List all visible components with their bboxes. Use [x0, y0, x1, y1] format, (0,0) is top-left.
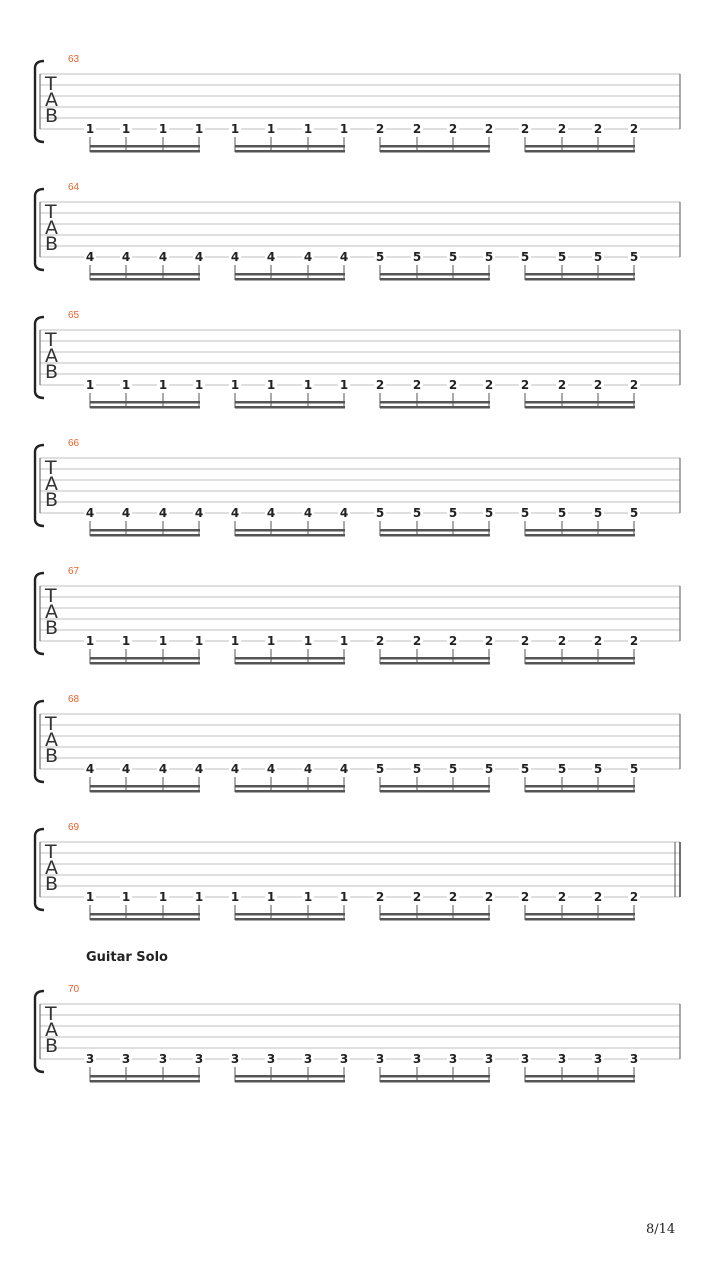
tab-clef-letter: B — [45, 1035, 59, 1057]
fret-number: 2 — [484, 378, 494, 392]
fret-number: 2 — [629, 634, 639, 648]
fret-number: 1 — [85, 122, 95, 136]
fret-number: 1 — [194, 890, 204, 904]
fret-number: 2 — [375, 634, 385, 648]
fret-number: 1 — [230, 890, 240, 904]
beam — [90, 150, 200, 153]
fret-number: 2 — [375, 890, 385, 904]
beam — [380, 278, 490, 281]
beam — [380, 657, 490, 660]
beam — [525, 401, 635, 404]
fret-number: 1 — [303, 378, 313, 392]
beam — [235, 657, 345, 660]
beam — [90, 1080, 200, 1083]
fret-number: 2 — [593, 122, 603, 136]
fret-number: 5 — [375, 762, 385, 776]
fret-number: 3 — [593, 1052, 603, 1066]
measure-number: 63 — [68, 54, 80, 65]
fret-number: 1 — [230, 122, 240, 136]
fret-number: 4 — [339, 762, 349, 776]
fret-number: 4 — [121, 250, 131, 264]
beam — [525, 145, 635, 148]
fret-number: 3 — [194, 1052, 204, 1066]
beam — [235, 1075, 345, 1078]
beam — [380, 145, 490, 148]
fret-number: 4 — [303, 762, 313, 776]
fret-number: 5 — [484, 250, 494, 264]
fret-number: 4 — [158, 250, 168, 264]
fret-number: 1 — [266, 378, 276, 392]
measure-number: 70 — [68, 984, 80, 995]
fret-number: 1 — [194, 378, 204, 392]
beam — [90, 529, 200, 532]
fret-number: 1 — [230, 634, 240, 648]
fret-number: 3 — [557, 1052, 567, 1066]
fret-number: 4 — [85, 762, 95, 776]
beam — [235, 150, 345, 153]
beam — [90, 918, 200, 921]
tab-clef-letter: T — [45, 201, 57, 223]
tab-clef-letter: A — [45, 473, 58, 495]
beam — [380, 918, 490, 921]
fret-number: 3 — [629, 1052, 639, 1066]
beam — [525, 918, 635, 921]
tab-clef-letter: T — [45, 713, 57, 735]
fret-number: 5 — [375, 250, 385, 264]
measure-number: 66 — [68, 438, 80, 449]
fret-number: 5 — [484, 506, 494, 520]
fret-number: 1 — [121, 122, 131, 136]
fret-number: 5 — [448, 762, 458, 776]
beam — [235, 529, 345, 532]
beam — [235, 790, 345, 793]
beam — [380, 1080, 490, 1083]
beam — [90, 1075, 200, 1078]
beam — [235, 913, 345, 916]
fret-number: 1 — [85, 634, 95, 648]
beam — [235, 785, 345, 788]
fret-number: 2 — [593, 378, 603, 392]
fret-number: 4 — [194, 762, 204, 776]
beam — [525, 1080, 635, 1083]
fret-number: 4 — [85, 506, 95, 520]
fret-number: 2 — [375, 378, 385, 392]
beam — [525, 273, 635, 276]
fret-number: 1 — [158, 122, 168, 136]
beam — [235, 662, 345, 665]
fret-number: 2 — [557, 634, 567, 648]
fret-number: 1 — [194, 634, 204, 648]
fret-number: 4 — [266, 250, 276, 264]
tab-clef-letter: B — [45, 617, 59, 639]
tab-clef-letter: T — [45, 457, 57, 479]
beam — [380, 913, 490, 916]
tab-clef-letter: A — [45, 345, 58, 367]
beam — [90, 406, 200, 409]
fret-number: 1 — [158, 890, 168, 904]
fret-number: 1 — [121, 890, 131, 904]
page-number: 8/14 — [646, 1222, 676, 1237]
beam — [90, 790, 200, 793]
fret-number: 1 — [121, 634, 131, 648]
tab-clef-letter: A — [45, 217, 58, 239]
fret-number: 2 — [412, 634, 422, 648]
fret-number: 5 — [557, 762, 567, 776]
beam — [235, 278, 345, 281]
fret-number: 4 — [194, 250, 204, 264]
fret-number: 3 — [158, 1052, 168, 1066]
beam — [90, 273, 200, 276]
beam — [525, 790, 635, 793]
beam — [235, 401, 345, 404]
tab-clef-letter: T — [45, 585, 57, 607]
measure-number: 65 — [68, 310, 80, 321]
fret-number: 3 — [121, 1052, 131, 1066]
fret-number: 2 — [448, 378, 458, 392]
tab-clef-letter: B — [45, 489, 59, 511]
fret-number: 5 — [412, 250, 422, 264]
fret-number: 1 — [85, 378, 95, 392]
fret-number: 2 — [412, 122, 422, 136]
fret-number: 3 — [85, 1052, 95, 1066]
tab-clef-letter: B — [45, 105, 59, 127]
fret-number: 1 — [339, 122, 349, 136]
fret-number: 5 — [520, 762, 530, 776]
beam — [525, 534, 635, 537]
beam — [525, 657, 635, 660]
beam — [380, 401, 490, 404]
fret-number: 1 — [158, 378, 168, 392]
fret-number: 1 — [266, 890, 276, 904]
fret-number: 5 — [448, 506, 458, 520]
fret-number: 4 — [230, 250, 240, 264]
fret-number: 3 — [230, 1052, 240, 1066]
fret-number: 1 — [339, 378, 349, 392]
fret-number: 5 — [629, 762, 639, 776]
fret-number: 3 — [339, 1052, 349, 1066]
fret-number: 2 — [375, 122, 385, 136]
beam — [525, 785, 635, 788]
fret-number: 1 — [158, 634, 168, 648]
beam — [235, 145, 345, 148]
beam — [525, 913, 635, 916]
fret-number: 5 — [412, 506, 422, 520]
fret-number: 2 — [412, 890, 422, 904]
fret-number: 5 — [448, 250, 458, 264]
beam — [90, 657, 200, 660]
beam — [380, 273, 490, 276]
fret-number: 2 — [593, 890, 603, 904]
tab-clef-letter: T — [45, 841, 57, 863]
fret-number: 2 — [520, 890, 530, 904]
fret-number: 4 — [266, 762, 276, 776]
fret-number: 1 — [230, 378, 240, 392]
fret-number: 2 — [412, 378, 422, 392]
fret-number: 2 — [484, 890, 494, 904]
fret-number: 1 — [85, 890, 95, 904]
fret-number: 5 — [629, 506, 639, 520]
beam — [380, 150, 490, 153]
fret-number: 3 — [266, 1052, 276, 1066]
fret-number: 1 — [303, 122, 313, 136]
fret-number: 5 — [557, 250, 567, 264]
fret-number: 3 — [448, 1052, 458, 1066]
fret-number: 1 — [339, 634, 349, 648]
measure-number: 64 — [68, 182, 80, 193]
tab-clef-letter: T — [45, 1003, 57, 1025]
beam — [525, 1075, 635, 1078]
tab-clef-letter: T — [45, 73, 57, 95]
beam — [90, 662, 200, 665]
fret-number: 3 — [303, 1052, 313, 1066]
fret-number: 4 — [339, 250, 349, 264]
fret-number: 4 — [303, 506, 313, 520]
fret-number: 5 — [412, 762, 422, 776]
fret-number: 2 — [484, 122, 494, 136]
fret-number: 2 — [593, 634, 603, 648]
beam — [235, 918, 345, 921]
fret-number: 2 — [448, 122, 458, 136]
fret-number: 4 — [158, 506, 168, 520]
beam — [235, 273, 345, 276]
fret-number: 4 — [303, 250, 313, 264]
fret-number: 1 — [266, 122, 276, 136]
fret-number: 1 — [339, 890, 349, 904]
fret-number: 5 — [557, 506, 567, 520]
tab-clef-letter: B — [45, 873, 59, 895]
fret-number: 3 — [375, 1052, 385, 1066]
beam — [380, 1075, 490, 1078]
tab-clef-letter: B — [45, 745, 59, 767]
fret-number: 4 — [230, 762, 240, 776]
fret-number: 5 — [520, 250, 530, 264]
fret-number: 2 — [629, 122, 639, 136]
beam — [90, 913, 200, 916]
fret-number: 4 — [194, 506, 204, 520]
measure-number: 69 — [68, 822, 80, 833]
beam — [380, 529, 490, 532]
beam — [235, 1080, 345, 1083]
fret-number: 3 — [412, 1052, 422, 1066]
beam — [525, 150, 635, 153]
fret-number: 4 — [121, 506, 131, 520]
fret-number: 5 — [593, 506, 603, 520]
beam — [90, 145, 200, 148]
beam — [525, 662, 635, 665]
section-label: Guitar Solo — [86, 950, 168, 965]
fret-number: 2 — [629, 378, 639, 392]
measure-number: 67 — [68, 566, 80, 577]
measure-number: 68 — [68, 694, 80, 705]
beam — [525, 529, 635, 532]
beam — [90, 785, 200, 788]
fret-number: 2 — [484, 634, 494, 648]
fret-number: 5 — [593, 762, 603, 776]
tab-clef-letter: A — [45, 89, 58, 111]
fret-number: 4 — [266, 506, 276, 520]
fret-number: 2 — [520, 122, 530, 136]
tab-clef-letter: A — [45, 601, 58, 623]
tab-clef-letter: B — [45, 233, 59, 255]
beam — [525, 278, 635, 281]
fret-number: 2 — [520, 378, 530, 392]
fret-number: 5 — [629, 250, 639, 264]
fret-number: 4 — [339, 506, 349, 520]
beam — [235, 534, 345, 537]
fret-number: 2 — [448, 634, 458, 648]
tab-clef-letter: A — [45, 857, 58, 879]
beam — [90, 278, 200, 281]
fret-number: 2 — [448, 890, 458, 904]
fret-number: 4 — [85, 250, 95, 264]
fret-number: 5 — [520, 506, 530, 520]
fret-number: 4 — [121, 762, 131, 776]
fret-number: 1 — [266, 634, 276, 648]
tab-clef-letter: T — [45, 329, 57, 351]
fret-number: 5 — [593, 250, 603, 264]
beam — [380, 662, 490, 665]
beam — [525, 406, 635, 409]
beam — [380, 790, 490, 793]
beam — [90, 401, 200, 404]
beam — [380, 534, 490, 537]
tab-clef-letter: A — [45, 729, 58, 751]
fret-number: 3 — [520, 1052, 530, 1066]
fret-number: 2 — [557, 122, 567, 136]
fret-number: 5 — [375, 506, 385, 520]
fret-number: 2 — [557, 378, 567, 392]
fret-number: 1 — [194, 122, 204, 136]
beam — [380, 785, 490, 788]
fret-number: 2 — [629, 890, 639, 904]
fret-number: 5 — [484, 762, 494, 776]
fret-number: 1 — [303, 634, 313, 648]
beam — [380, 406, 490, 409]
tab-clef-letter: A — [45, 1019, 58, 1041]
fret-number: 2 — [557, 890, 567, 904]
beam — [90, 534, 200, 537]
fret-number: 4 — [158, 762, 168, 776]
fret-number: 1 — [121, 378, 131, 392]
tab-clef-letter: B — [45, 361, 59, 383]
fret-number: 3 — [484, 1052, 494, 1066]
fret-number: 4 — [230, 506, 240, 520]
beam — [235, 406, 345, 409]
fret-number: 2 — [520, 634, 530, 648]
fret-number: 1 — [303, 890, 313, 904]
